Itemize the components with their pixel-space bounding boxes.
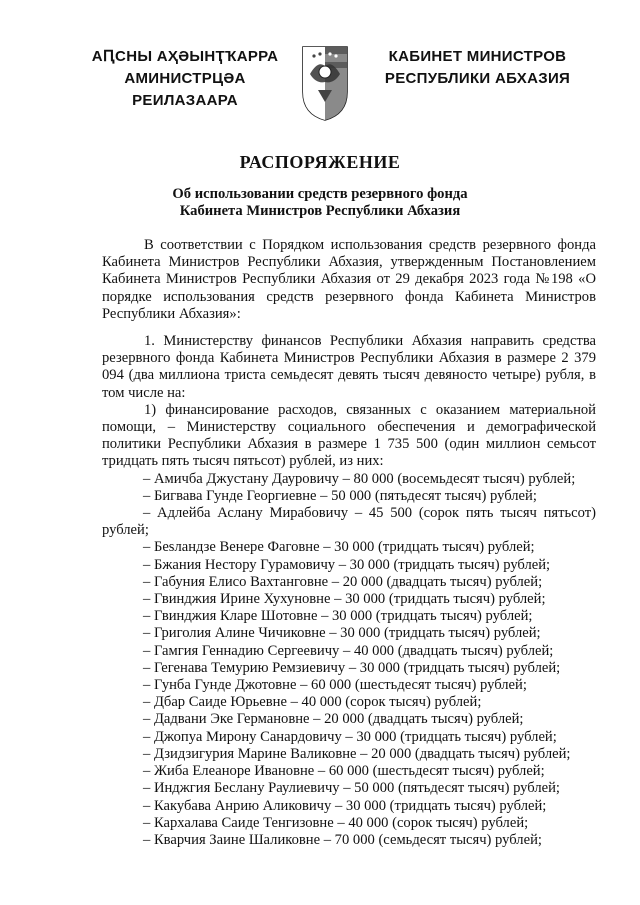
recipient-list-item: – Кархалава Саиде Тенгизовне – 40 000 (сорок тысяч) рублей; <box>143 814 529 831</box>
recipient-list-item: – Бжания Нестору Гурамовичу – 30 000 (тридцать тысяч) рублей; <box>143 556 551 573</box>
subitem-1-paragraph: 1) финансирование расходов, связанных с оказанием материальной помощи, – Министерству социального обеспечения и демографической политики Республики Абхазия в размере 1 735 500 (один миллион семьсот тридцать пять тысяч пятьсот) рублей, из них: <box>102 401 596 470</box>
letterhead-abkhaz-line1: АԤСНЫ АҲӘЫНҬҠАРРА <box>91 48 279 65</box>
recipient-list-item: – Амичба Джустану Дауровичу – 80 000 (восемьдесят тысяч) рублей; <box>143 470 576 487</box>
letterhead-russian <box>370 46 585 90</box>
letterhead-russian-line1: КАБИНЕТ МИНИСТРОВ <box>388 48 567 65</box>
subject-line2: Кабинета Министров Республики Абхазия <box>179 203 461 219</box>
recipient-list-item: – Дзидзигурия Марине Валиковне – 20 000 (двадцать тысяч) рублей; <box>143 745 571 762</box>
recipient-list-item: – Гвинджия Кларе Шотовне – 30 000 (тридцать тысяч) рублей; <box>143 608 533 625</box>
recipient-list-item: – Адлейба Аслану Мирабовичу – 45 500 (сорок пять тысяч пятьсот) рублей; <box>102 505 596 539</box>
item-1-paragraph: 1. Министерству финансов Республики Абхазия направить средства резервного фонда Кабинета Министров Республики Абхазия в размере 2 379 094 (два миллиона триста семьдесят девять тысяч девяносто четыре) рубля, в том числе на: <box>102 333 596 401</box>
recipient-list-item: – Гегенава Темурию Ремзиевичу – 30 000 (тридцать тысяч) рублей; <box>143 659 561 676</box>
recipient-list-item: – Кварчия Заине Шаликовне – 70 000 (семьдесят тысяч) рублей; <box>143 831 542 848</box>
document-title: РАСПОРЯЖЕНИЕ <box>239 152 401 172</box>
recipient-list-item: – Габуния Елисо Вахтанговне – 20 000 (двадцать тысяч) рублей; <box>143 573 543 590</box>
recipient-list-item: – Инджгия Беслану Раулиевичу – 50 000 (пятьдесят тысяч) рублей; <box>143 780 560 797</box>
recipient-list-item: – Бигвава Гунде Георгиевне – 50 000 (пятьдесят тысяч) рублей; <box>143 487 537 504</box>
recipient-list-item: – Джопуа Мирону Санардовичу – 30 000 (тридцать тысяч) рублей; <box>143 728 557 745</box>
letterhead-abkhaz-line2: АМИНИСТРЦӘА РЕИЛАЗААРА <box>124 70 246 109</box>
recipient-list-item: – Беsландзе Венере Фаговне – 30 000 (тридцать тысяч) рублей; <box>143 539 535 556</box>
letterhead-abkhaz <box>80 46 290 112</box>
recipient-list-item: – Жиба Елеаноре Ивановне – 60 000 (шестьдесят тысяч) рублей; <box>143 763 545 780</box>
recipient-list-item: – Григолия Алине Чичиковне – 30 000 (тридцать тысяч) рублей; <box>143 625 541 642</box>
document-subject <box>0 186 640 220</box>
subject-line1: Об использовании средств резервного фонда <box>172 186 468 202</box>
recipient-list-item: – Гунба Гунде Джотовне – 60 000 (шестьдесят тысяч) рублей; <box>143 677 527 694</box>
letterhead-russian-line2: РЕСПУБЛИКИ АБХАЗИЯ <box>384 70 571 87</box>
recipient-list-item: – Гвинджия Ирине Хухуновне – 30 000 (тридцать тысяч) рублей; <box>143 591 546 608</box>
recipient-list-item: – Какубава Анрию Аликовичу – 30 000 (тридцать тысяч) рублей; <box>143 797 547 814</box>
preamble-paragraph: В соответствии с Порядком использования средств резервного фонда Кабинета Министров Республики Абхазия, утвержденным Постановлением Кабинета Министров Республики Абхазия от 29 декабря 2023 года №198 «О порядке использования средств резервного фонда Кабинета Министров Республики Абхазия»: <box>102 237 596 322</box>
recipient-list-item: – Дадвани Эке Германовне – 20 000 (двадцать тысяч) рублей; <box>143 711 524 728</box>
recipient-list-item: – Дбар Саиде Юрьевне – 40 000 (сорок тысяч) рублей; <box>143 694 482 711</box>
recipient-list-item: – Гамгия Геннадию Сергеевичу – 40 000 (двадцать тысяч) рублей; <box>143 642 554 659</box>
letterhead <box>0 44 640 124</box>
document-body <box>102 237 596 849</box>
coat-of-arms-icon <box>300 44 350 122</box>
